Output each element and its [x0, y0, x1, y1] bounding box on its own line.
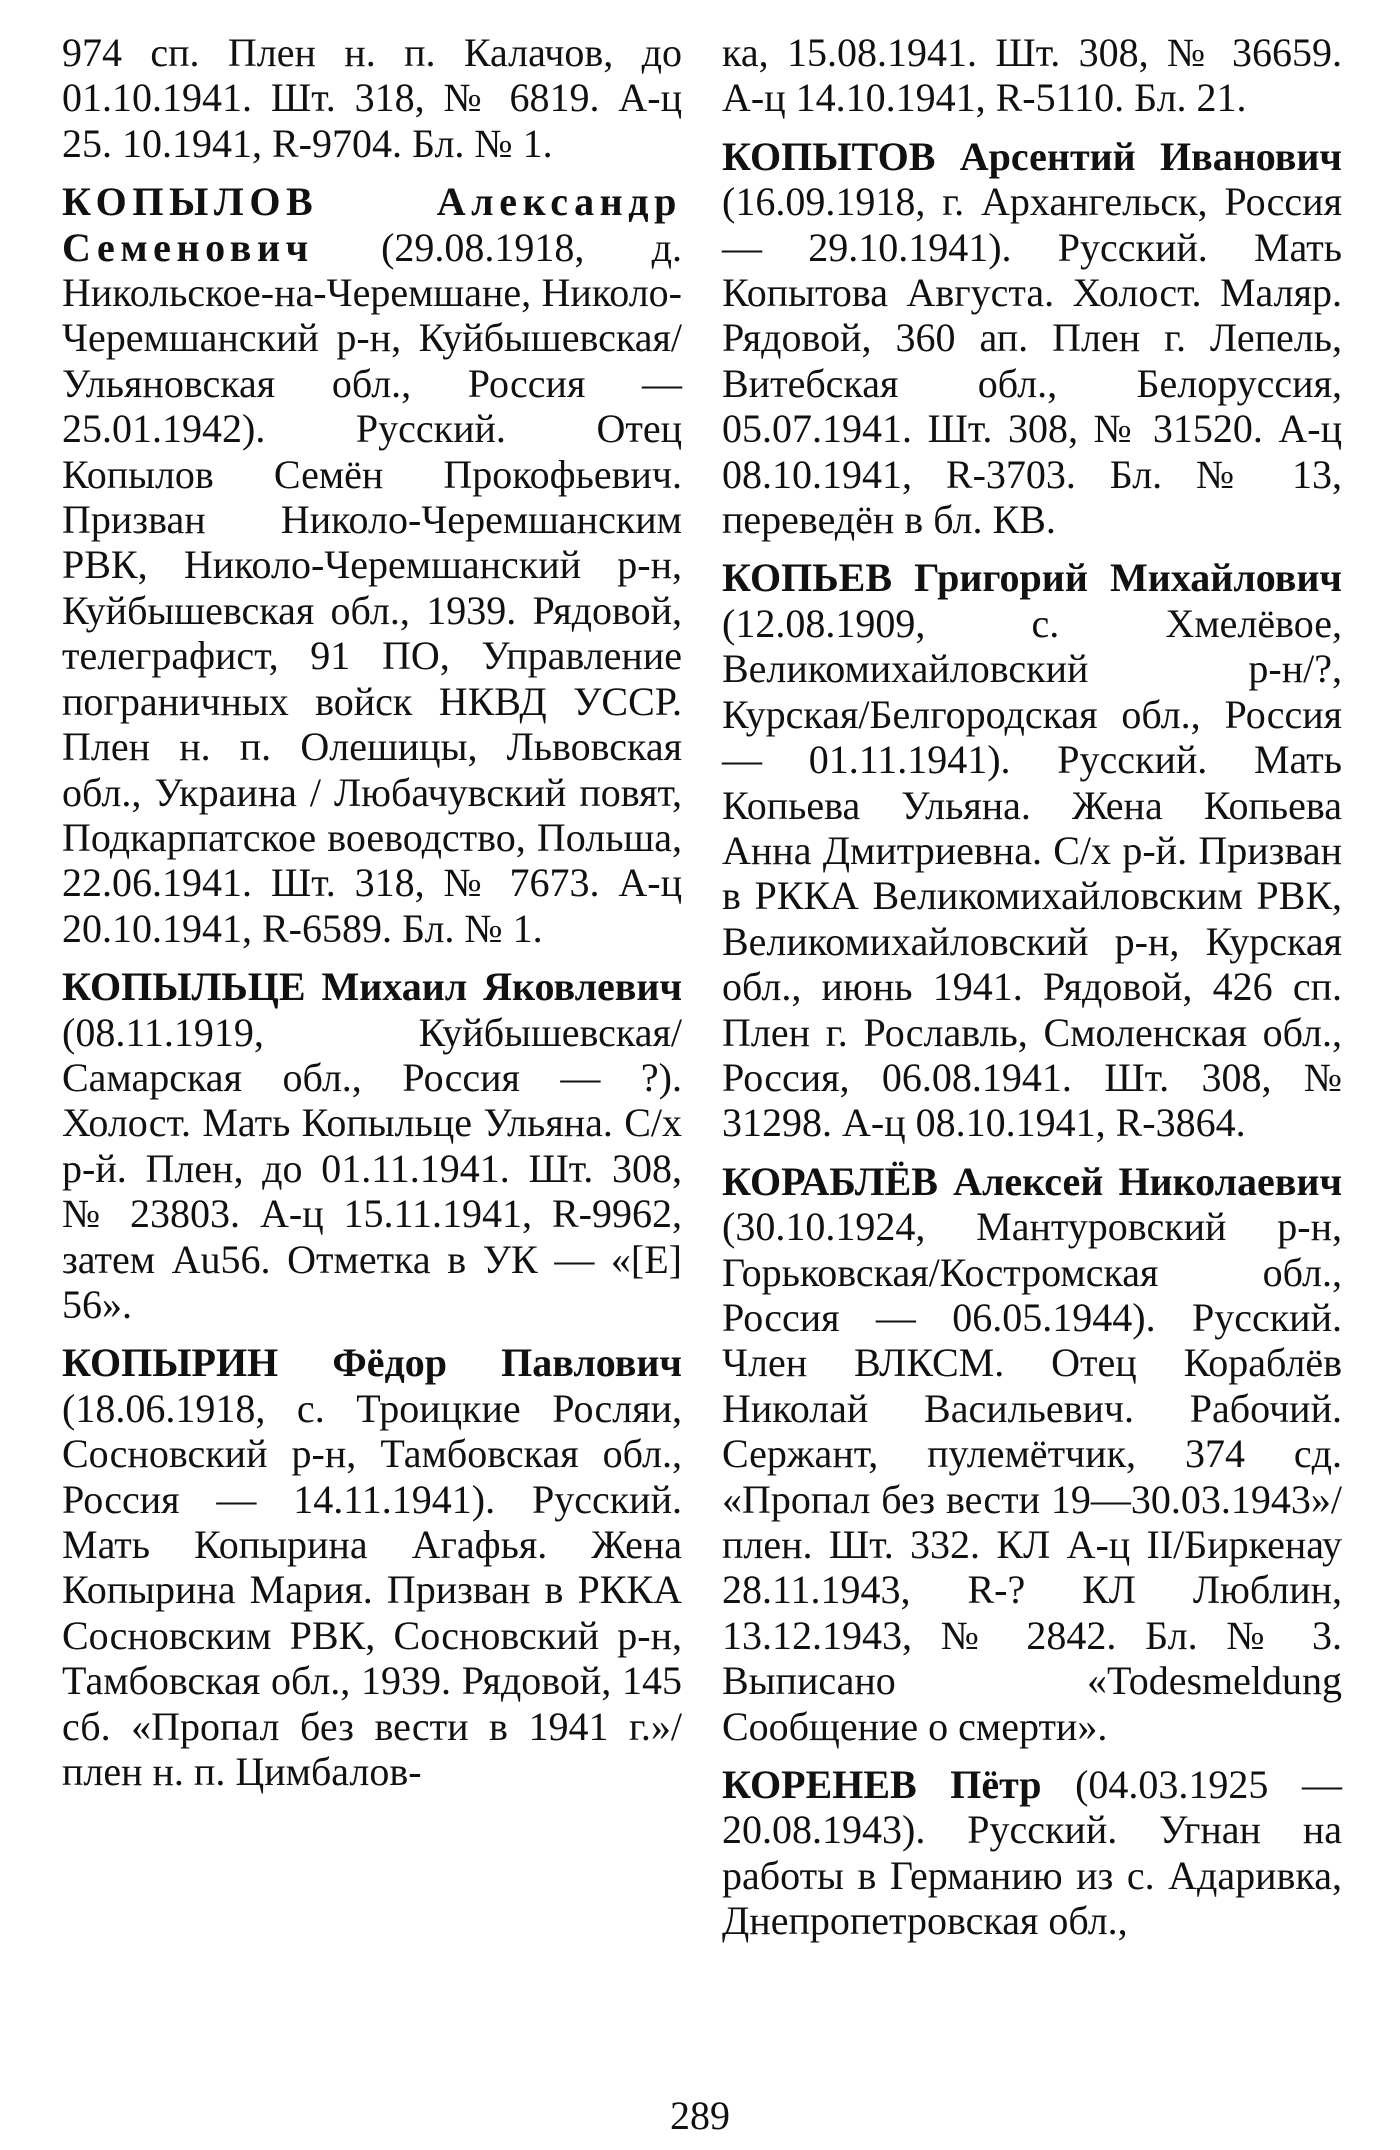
entry-korablev — [722, 1159, 1342, 1749]
entry-name: КОРЕНЕВ Пётр — [722, 1762, 1042, 1808]
entry-name: КОПЬЕВ Григорий Михайлович — [722, 555, 1342, 601]
right-column — [722, 30, 1342, 1957]
continuation-text: ка, 15.08.1941. Шт. 308, № 36659. А-ц 14.10.1941, R-5110. Бл. 21. — [722, 30, 1342, 121]
entry-name: КОПЫЛЬЦЕ Михаил Яковлевич — [62, 964, 682, 1010]
entry-text: (29.08.1918, д. Никольское-на-Черемшане, Николо-Черемшанский р-н, Куйбышевская/Ульяновская обл., Россия — 25.01.1942). Русский. Отец Копылов Семён Прокофьевич. Призван Николо-Черемшанским РВК, Николо-Черемшанский р-н, Куйбышевская обл., 1939. Рядовой, телеграфист, 91 ПО, Управление пограничных войск НКВД УССР. Плен н. п. Олешицы, Львовская обл., Украина / Любачувский повят, Подкарпатское воеводство, Польша, 22.06.1941. Шт. 318, № 7673. А-ц 20.10.1941, R-6589. Бл. № 1. — [62, 224, 682, 951]
entry-kopyltse — [62, 964, 682, 1327]
entry-name: КОПЫТОВ Арсентий Иванович — [722, 133, 1342, 179]
entry-name: КОРАБЛЁВ Алексей Николаевич — [722, 1158, 1342, 1204]
entry-korenev — [722, 1762, 1342, 1944]
entry-kopyrin — [62, 1340, 682, 1794]
entry-text: (12.08.1909, с. Хмелёвое, Великомихайловский р-н/?, Курская/Белгородская обл., Россия — 01.11.1941). Русский. Мать Копьева Ульяна. Жена Копьева Анна Дмитриевна. С/х р-й. Призван в РККА Великомихайловским РВК, Великомихайловский р-н, Курская обл., июнь 1941. Рядовой, 426 сп. Плен г. Рославль, Смоленская обл., Россия, 06.08.1941. Шт. 308, № 31298. А-ц 08.10.1941, R-3864. — [722, 600, 1342, 1146]
entry-name: КОПЫЛОВ Александр Семенович — [62, 179, 682, 270]
entry-kopylov — [62, 179, 682, 951]
entry-name: КОПЫРИН Фёдор Павлович — [62, 1340, 682, 1386]
entry-text: (08.11.1919, Куйбышевская/ Самарская обл., Россия — ?). Холост. Мать Копыльце Ульяна. С/х р-й. Плен, до 01.11.1941. Шт. 308, № 23803. А-ц 15.11.1941, R-9962, затем Au56. Отметка в УК — «[E] 56». — [62, 1009, 682, 1327]
entry-text: (04.03.1925 — 20.08.1943). Русский. Угнан на работы в Германию из с. Адаривка, Днепропетровская обл., — [722, 1762, 1342, 1944]
entry-text: (16.09.1918, г. Архангельск, Россия — 29.10.1941). Русский. Мать Копытова Августа. Холост. Маляр. Рядовой, 360 ап. Плен г. Лепель, Витебская обл., Белоруссия, 05.07.1941. Шт. 308, № 31520. А-ц 08.10.1941, R-3703. Бл. № 13, переведён в бл. КВ. — [722, 179, 1342, 543]
entry-kopytov — [722, 134, 1342, 543]
entry-text: (30.10.1924, Мантуровский р-н, Горьковская/Костромская обл., Россия — 06.05.1944). Русский. Член ВЛКСМ. Отец Кораблёв Николай Васильевич. Рабочий. Сержант, пулемётчик, 374 сд. «Пропал без вести 19—30.03.1943»/плен. Шт. 332. КЛ А-ц II/Биркенау 28.11.1943, R-? КЛ Люблин, 13.12.1943, № 2842. Бл. № 3. Выписано «Todesmeldung Сообщение о смерти». — [722, 1204, 1342, 1749]
left-column — [62, 30, 682, 1807]
entry-kopyev — [722, 555, 1342, 1145]
continuation-text: 974 сп. Плен н. п. Калачов, до 01.10.1941. Шт. 318, № 6819. А-ц 25. 10.1941, R-9704. Бл. № 1. — [62, 30, 682, 166]
entry-text: (18.06.1918, с. Троицкие Росляи, Сосновский р-н, Тамбовская обл., Россия — 14.11.1941). Русский. Мать Копырина Агафья. Жена Копырина Мария. Призван в РККА Сосновским РВК, Сосновский р-н, Тамбовская обл., 1939. Рядовой, 145 сб. «Пропал без вести в 1941 г.»/плен н. п. Цимбалов- — [62, 1385, 682, 1795]
page-number: 289 — [670, 2093, 730, 2138]
